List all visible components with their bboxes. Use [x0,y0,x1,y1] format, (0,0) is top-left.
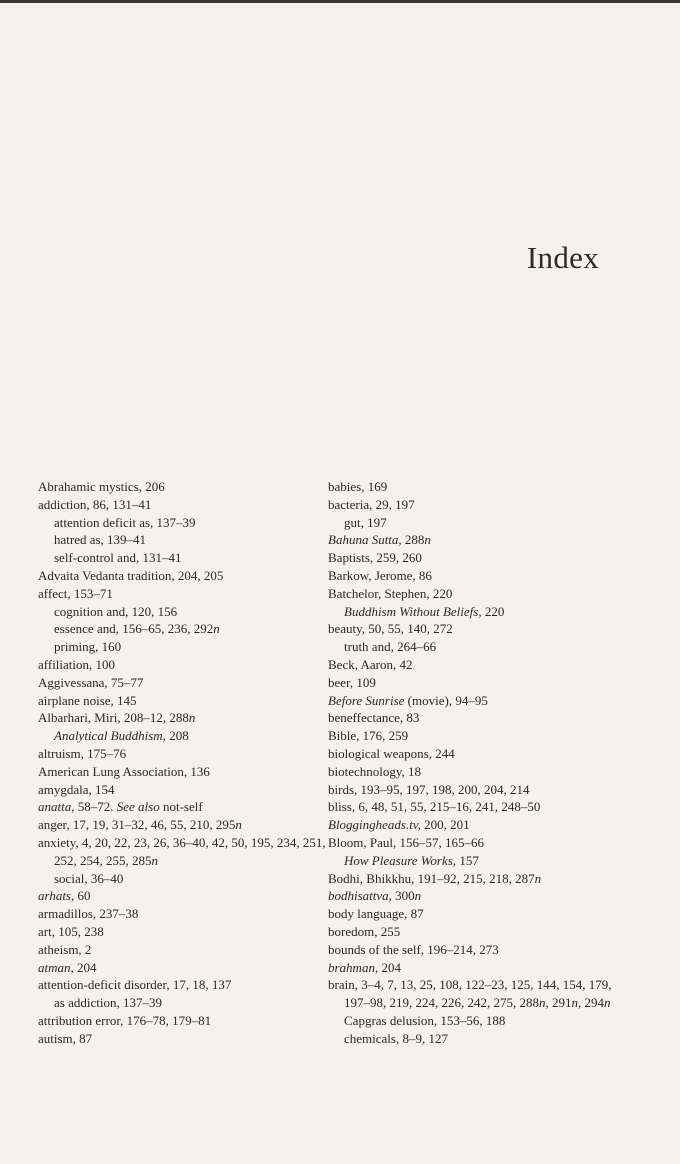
index-entry [328,709,628,727]
index-entry-text: n [188,710,196,726]
index-entry [38,1012,338,1030]
index-entry [328,692,628,710]
index-entry-text: Bahuna Sutta, [328,532,402,548]
index-entry-text: hatred as, 139–41 [54,532,147,548]
index-entry-text: 157 [456,852,479,868]
index-entry [38,905,338,923]
index-entry-text: birds, 193–95, 197, 198, 200, 204, 214 [328,781,530,797]
index-entry [38,745,338,763]
index-entry [38,959,338,977]
index-entry-text: Beck, Aaron, 42 [328,656,413,672]
index-entry-text: bacteria, 29, 197 [328,496,415,512]
index-subentry [38,727,338,745]
index-subentry [38,620,338,638]
index-column-left [38,478,338,1048]
index-subentry [38,870,338,888]
index-entry-text: affect, 153–71 [38,585,113,601]
index-entry [328,549,628,567]
index-entry-text: social, 36–40 [54,870,124,886]
index-entry [38,798,338,816]
index-entry-text: Baptists, 259, 260 [328,550,422,566]
index-entry-text: amygdala, 154 [38,781,115,797]
index-entry-text: not-self [159,799,203,815]
index-entry-text: Capgras delusion, 153–56, 188 [344,1012,506,1028]
index-entry-text: boredom, 255 [328,923,401,939]
index-entry-text: art, 105, 238 [38,923,104,939]
index-entry-text: autism, 87 [38,1030,93,1046]
index-subentry [38,994,338,1012]
index-entry-text: beneffectance, 83 [328,710,420,726]
index-entry-text: brain, 3–4, 7, 13, 25, 108, 122–23, 125, 144, 154, 179, 197–98, 219, 224, 226, 242, 275, 288 [328,977,612,1011]
index-entry-text: 60 [74,888,91,904]
index-entry [38,816,338,834]
index-entry [38,585,338,603]
index-entry [38,478,338,496]
index-entry [328,567,628,585]
index-entry-text: anxiety, 4, 20, 22, 23, 26, 36–40, 42, 50, 195, 234, 251, 252, 254, 255, 285 [38,834,326,868]
index-entry-text: 288 [401,532,425,548]
index-entry-text: chemicals, 8–9, 127 [344,1030,448,1046]
index-entry-text: n [424,532,431,548]
index-entry-text: n [539,995,546,1011]
index-entry [38,834,338,870]
index-entry-text: See also [116,799,160,815]
index-entry-text: anatta, [38,799,75,815]
index-entry-text: , 291 [545,995,572,1011]
index-subentry [328,1030,628,1048]
index-column-right [328,478,628,1048]
index-entry [328,674,628,692]
index-entry [328,656,628,674]
index-entry-text: Buddhism Without Beliefs, [344,603,482,619]
index-entry-text: cognition and, 120, 156 [54,603,178,619]
index-entry [38,656,338,674]
index-subentry [38,514,338,532]
index-entry [38,887,338,905]
index-entry-text: body language, 87 [328,906,424,922]
index-entry-text: self-control and, 131–41 [54,550,182,566]
index-subentry [328,638,628,656]
index-entry [328,531,628,549]
index-entry-text: How Pleasure Works, [344,852,457,868]
index-entry [38,674,338,692]
index-entry [328,816,628,834]
index-entry-text: babies, 169 [328,479,388,494]
index-entry [328,496,628,514]
index-entry-text: Bodhi, Bhikkhu, 191–92, 215, 218, 287 [328,870,535,886]
index-entry [38,1030,338,1048]
index-entry [328,870,628,888]
index-subentry [328,1012,628,1030]
index-entry-text: altruism, 175–76 [38,745,127,761]
index-subentry [328,603,628,621]
index-entry [328,923,628,941]
index-entry-text: Bible, 176, 259 [328,728,409,744]
index-entry-text: Before Sunrise [328,692,405,708]
index-entry [328,834,628,852]
index-subentry [38,638,338,656]
index-entry [328,585,628,603]
index-entry [38,781,338,799]
index-entry-text: n [235,817,242,833]
index-entry-text: as addiction, 137–39 [54,995,162,1011]
index-entry-text: affiliation, 100 [38,656,116,672]
index-entry-text: n [151,852,158,868]
index-entry-text: Barkow, Jerome, 86 [328,567,432,583]
index-entry-text: n [571,995,578,1011]
index-entry-text: , 294 [578,995,604,1011]
index-entry-text: Bloom, Paul, 156–57, 165–66 [328,834,485,850]
index-entry-text: Albarhari, Miri, 208–12, 288 [38,710,189,726]
index-entry-text: beauty, 50, 55, 140, 272 [328,621,453,637]
index-entry [38,692,338,710]
index-entry-text: attention deficit as, 137–39 [54,514,196,530]
index-entry [38,567,338,585]
index-entry-text: attribution error, 176–78, 179–81 [38,1012,212,1028]
index-subentry [328,514,628,532]
index-entry [328,959,628,977]
index-entry-text: atman, [38,959,74,975]
index-entry-text: airplane noise, 145 [38,692,137,708]
index-entry-text: gut, 197 [344,514,387,530]
index-entry [328,745,628,763]
index-entry-text: addiction, 86, 131–41 [38,496,152,512]
index-entry-text: n [534,870,542,886]
index-entry-text: 204 [73,959,97,975]
index-entry-text: priming, 160 [54,639,122,655]
index-entry-text: n [604,995,611,1011]
index-entry [38,976,338,994]
index-entry [328,478,628,496]
index-entry [328,620,628,638]
index-entry-text: Batchelor, Stephen, 220 [328,585,453,601]
page-title: Index [526,240,599,275]
index-entry-text: n [414,888,422,904]
index-entry [328,905,628,923]
top-edge-rule [0,0,680,3]
index-entry-text: bounds of the self, 196–214, 273 [328,941,499,957]
index-entry-text: arhats, [38,888,75,904]
index-entry-text: atheism, 2 [38,941,92,957]
index-entry-text: 200, 201 [420,817,470,833]
index-entry-text: 220 [481,603,505,619]
index-entry-text: biological weapons, 244 [328,745,455,761]
index-entry [38,709,338,727]
index-entry-text: Aggivessana, 75–77 [38,674,144,690]
index-entry [38,496,338,514]
index-entry [328,763,628,781]
index-entry-text: biotechnology, 18 [328,763,422,779]
index-entry-text: truth and, 264–66 [344,639,437,655]
index-entry [38,763,338,781]
index-entry [38,923,338,941]
index-entry-text: 208 [165,728,189,744]
index-entry-text: n [213,621,220,637]
index-entry-text: American Lung Association, 136 [38,763,210,779]
index-entry-text: Analytical Buddhism, [54,728,166,744]
index-entry-text: beer, 109 [328,674,376,690]
index-entry [328,887,628,905]
index-entry-text: Bloggingheads.tv, [328,817,421,833]
index-entry-text: bliss, 6, 48, 51, 55, 215–16, 241, 248–50 [328,799,541,815]
index-subentry [38,549,338,567]
index-entry-text: Abrahamic mystics, 206 [38,479,165,494]
index-entry-text: 58–72. [74,799,117,815]
index-entry-text: (movie), 94–95 [404,692,488,708]
index-entry-text: Advaita Vedanta tradition, 204, 205 [38,567,224,583]
index-entry-text: armadillos, 237–38 [38,906,139,922]
index-entry [328,798,628,816]
index-entry [328,941,628,959]
index-entry-text: 204 [378,959,401,975]
index-entry [328,781,628,799]
index-entry-text: attention-deficit disorder, 17, 18, 137 [38,977,232,993]
index-entry [38,941,338,959]
index-entry [328,976,628,1012]
index-subentry [38,603,338,621]
index-entry [328,727,628,745]
index-entry-text: anger, 17, 19, 31–32, 46, 55, 210, 295 [38,817,236,833]
index-entry-text: bodhisattva, [328,888,392,904]
index-entry-text: brahman, [328,959,379,975]
index-subentry [328,852,628,870]
index-entry-text: 300 [391,888,415,904]
index-subentry [38,531,338,549]
index-entry-text: essence and, 156–65, 236, 292 [54,621,214,637]
